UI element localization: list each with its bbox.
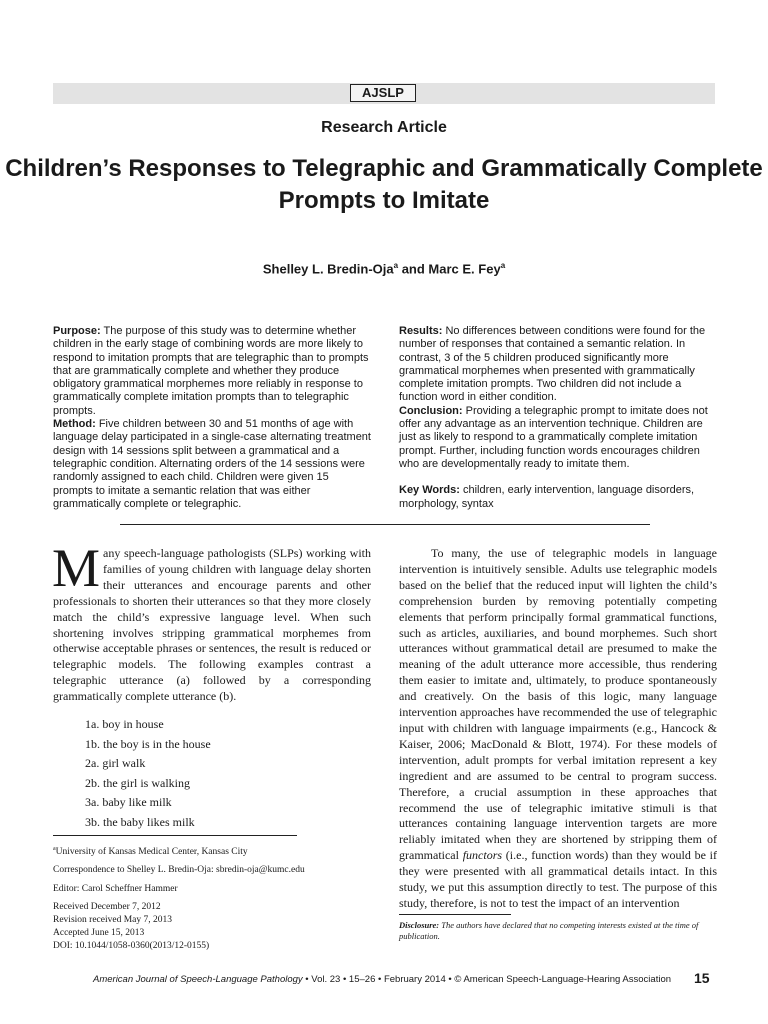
article-type: Research Article — [321, 119, 447, 136]
affiliation — [53, 843, 373, 859]
body-text-part2: (i.e., function words) than they would be if they were presented with all grammatical details intact. In this study, we put this assumption directly to test. The purpose of this study, therefore, is not to test the impact of an intervention — [399, 848, 717, 910]
author-conjunction: and — [398, 261, 429, 277]
example-item: 2a. girl walk — [85, 756, 146, 771]
abstract-right-column — [399, 325, 717, 511]
disclosure-text: The authors have declared that no competing interests existed at the time of publication. — [399, 920, 699, 941]
author-1-affil: a — [393, 261, 399, 270]
abstract-method — [53, 418, 371, 511]
page-number: 15 — [694, 970, 710, 986]
body-paragraph — [399, 546, 717, 912]
accepted-date: Accepted June 15, 2013 — [53, 928, 145, 939]
abstract-left-column — [53, 325, 371, 511]
abstract-purpose — [53, 325, 371, 418]
affiliation-marker: a — [53, 846, 56, 852]
footnote-divider — [53, 835, 297, 836]
footer-details: • Vol. 23 • 15–26 • February 2014 • © American Speech-Language-Hearing Association — [302, 974, 672, 985]
example-item: 1a. boy in house — [85, 717, 164, 732]
abstract-keywords — [399, 484, 717, 511]
drop-cap: M — [52, 538, 101, 598]
author-2: Marc E. Fey — [428, 261, 501, 277]
intro-paragraph — [52, 538, 371, 705]
article-title: Children’s Responses to Telegraphic and Grammatically Complete Prompts to Imitate — [5, 155, 763, 214]
method-text: Five children between 30 and 51 months of age with language delay participated in a single-case alternating treatment design with 14 sessions split between a grammatical and a telegraphic condition. Alternating orders of the 14 sessions were randomly assigned to each child. Children were given 15 prompts to imitate a semantic relation that was either grammatically complete or telegraphic. — [53, 418, 371, 510]
author-2-affil: a — [500, 261, 506, 270]
results-label: Results: — [399, 325, 443, 337]
revision-date: Revision received May 7, 2013 — [53, 914, 172, 925]
purpose-label: Purpose: — [53, 325, 101, 337]
body-left-column — [52, 538, 371, 833]
example-item: 3b. the baby likes milk — [85, 815, 195, 830]
received-date: Received December 7, 2012 — [53, 901, 161, 912]
affiliation-text: University of Kansas Medical Center, Kansas City — [55, 847, 248, 858]
conclusion-label: Conclusion: — [399, 404, 463, 417]
disclosure — [399, 920, 717, 942]
editor: Editor: Carol Scheffner Hammer — [53, 883, 178, 894]
keywords-text: children, early intervention, language disorders, morphology, syntax — [399, 484, 695, 510]
authors — [0, 261, 768, 276]
disclosure-label: Disclosure: — [399, 920, 440, 930]
abstract-divider — [120, 524, 650, 525]
example-list — [53, 715, 371, 833]
abstract-conclusion — [399, 405, 717, 471]
intro-text: any speech-language pathologists (SLPs) working with families of young children with language delay shorten their utterances and encourage parents and other professionals to shorten their utterances so that they more closely match the child’s expressive language level. When such shortening involves stripping grammatical morphemes from otherwise acceptable phrases or sentences, the result is reduced or telegraphic models. The following examples contrast a telegraphic utterance (a) followed by a corresponding grammatically complete utterance (b). — [53, 546, 371, 704]
example-item: 3a. baby like milk — [85, 795, 172, 810]
footer-journal: American Journal of Speech-Language Pathology — [93, 974, 303, 985]
body-right-column — [399, 546, 717, 912]
keywords-label: Key Words: — [399, 484, 460, 497]
results-text: No differences between conditions were found for the number of responses that contained a semantic relation. In contrast, 3 of the 5 children produced significantly more grammatical morphemes when presented with grammatically complete imitation prompts. Two children did not include a function word in either condition. — [399, 325, 706, 404]
body-emphasis: functors — [462, 848, 503, 863]
method-label: Method: — [53, 418, 96, 431]
doi: DOI: 10.1044/1058-0360(2013/12-0155) — [53, 941, 210, 952]
purpose-text: The purpose of this study was to determine whether children in the early stage of combining words are more likely to respond to imitation prompts that are telegraphic than to prompts that are grammatically complete and whether they produce obligatory grammatical morphemes more reliably in response to grammatically complete imitation prompts than to telegraphic prompts. — [53, 325, 369, 417]
correspondence: Correspondence to Shelley L. Bredin-Oja: sbredin-oja@kumc.edu — [53, 865, 305, 876]
author-1: Shelley L. Bredin-Oja — [262, 261, 394, 277]
abstract-results — [399, 325, 717, 405]
conclusion-text: Providing a telegraphic prompt to imitate does not offer any advantage as an intervention technique. Children are just as likely to respond to a grammatically complete imitation prompt. Further, including function words encourages children who are developmentally ready to imitate them. — [399, 404, 708, 470]
footnotes — [53, 843, 373, 954]
journal-badge: AJSLP — [350, 84, 416, 102]
example-item: 2b. the girl is walking — [85, 775, 190, 790]
disclosure-divider — [399, 914, 511, 915]
example-item: 1b. the boy is in the house — [85, 736, 211, 751]
page-footer — [93, 974, 671, 985]
body-text-part1: To many, the use of telegraphic models in language intervention is intuitively sensible. Adults use telegraphic models based on the belief that the reduced input will lighten the child’s comprehension burden by removing potentially competing elements that perform principally formal grammatical functions, such as articles, auxiliaries, and bound morphemes. Such short utterances without grammatical detail are presumed to make the meaning of the adult utterance more accessible, thus rendering them easier to imitate and, ultimately, to produce spontaneously and creatively. On the basis of this logic, many language intervention approaches have recommended the use of telegraphic input with children with language impairments (e.g., Hancock & Kaiser, 2006; MacDonald & Blott, 1974). For these models of intervention, adult prompts for verbal imitation represent a key ingredient and are assumed to be central to program success. Therefore, a crucial assumption in these approaches that recommend the use of telegraphic imitative stimuli is that utterances containing language intervention targets are more reliably imitated when they are shortened by stripping them of grammatical — [399, 546, 717, 863]
